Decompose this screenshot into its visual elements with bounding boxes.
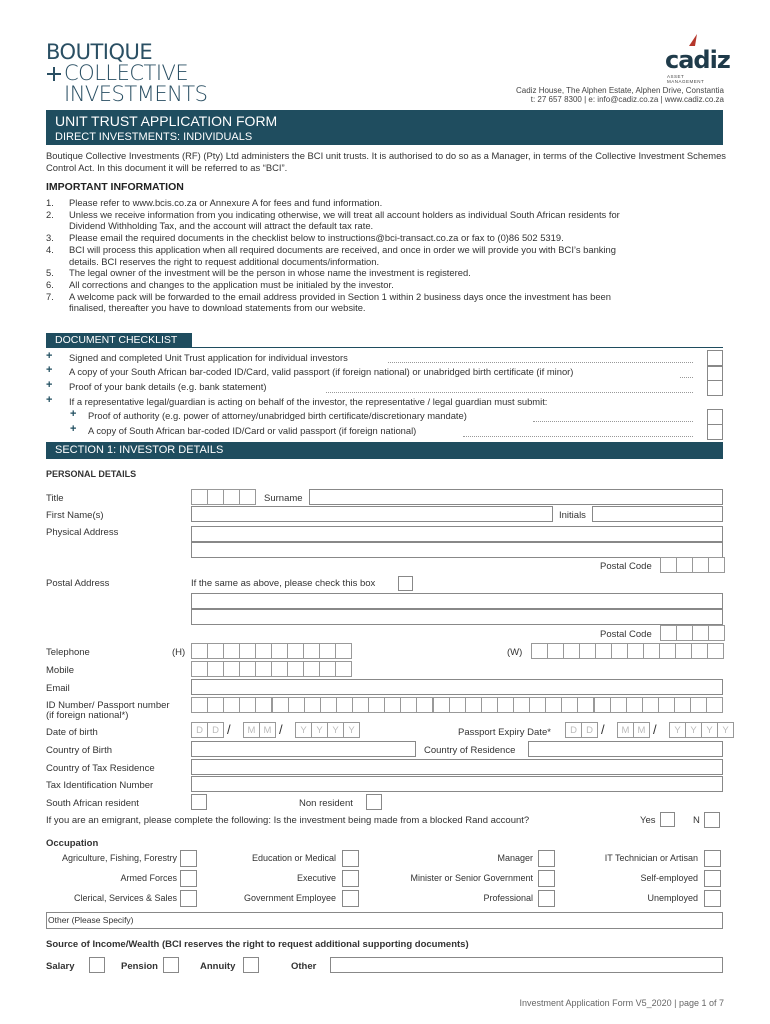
mobile-cell[interactable] xyxy=(271,661,288,677)
date-cell[interactable]: Y xyxy=(327,722,344,738)
telephone-h-label: (H) xyxy=(172,647,186,658)
date-cell[interactable]: D xyxy=(207,722,224,738)
date-slash: / xyxy=(227,722,231,737)
postal-code-cell[interactable] xyxy=(676,625,693,641)
important-item-text: Unless we receive information from you indicating otherwise, we will treat all account holders as individual South African residents for xyxy=(69,208,620,220)
important-item-text: BCI will process this application when all required documents are received, and once in order we will provide you with BCI’s banking xyxy=(69,243,616,255)
salary-label: Salary xyxy=(46,961,75,972)
telephone-cell[interactable] xyxy=(271,643,288,659)
country-residence-label: Country of Residence xyxy=(424,745,516,756)
occupation-checkbox[interactable] xyxy=(342,870,359,887)
pension-checkbox[interactable] xyxy=(163,957,179,973)
annuity-label: Annuity xyxy=(200,961,236,972)
occupation-heading: Occupation xyxy=(46,838,99,849)
checklist-item: If a representative legal/guardian is acting on behalf of the investor, the representative / legal guardian must submit: xyxy=(69,396,548,407)
plus-bullet-icon: + xyxy=(46,379,53,391)
date-slash: / xyxy=(653,722,657,737)
pension-label: Pension xyxy=(121,961,158,972)
mobile-cell[interactable] xyxy=(287,661,304,677)
important-item-text: All corrections and changes to the application must be initialed by the investor. xyxy=(69,278,394,290)
id-number-cell[interactable] xyxy=(191,697,208,713)
date-cell[interactable]: M xyxy=(617,722,634,738)
occupation-label: Armed Forces xyxy=(120,873,177,883)
occupation-label: Minister or Senior Government xyxy=(410,873,533,883)
other-specify-field[interactable] xyxy=(46,912,723,929)
section1-heading: SECTION 1: INVESTOR DETAILS xyxy=(55,444,224,456)
id-number-cell[interactable] xyxy=(288,697,305,713)
important-item-number: 4. xyxy=(46,243,54,255)
cadiz-name: cadiz xyxy=(665,46,730,74)
page-subtitle: DIRECT INVESTMENTS: INDIVIDUALS xyxy=(55,131,253,143)
occupation-checkbox[interactable] xyxy=(342,850,359,867)
id-number-cell[interactable] xyxy=(272,697,289,713)
salary-checkbox[interactable] xyxy=(89,957,105,973)
checklist-heading: DOCUMENT CHECKLIST xyxy=(55,334,178,346)
personal-details-heading: PERSONAL DETAILS xyxy=(46,469,137,479)
mobile-cell[interactable] xyxy=(239,661,256,677)
telephone-label: Telephone xyxy=(46,647,90,658)
id-number-cell[interactable] xyxy=(706,697,723,713)
postal-code-cell[interactable] xyxy=(708,625,725,641)
id-number-cell[interactable] xyxy=(207,697,224,713)
other-source-field[interactable] xyxy=(330,957,723,973)
telephone-cell[interactable] xyxy=(707,643,724,659)
sa-resident-label: South African resident xyxy=(46,798,139,809)
cadiz-sub: ASSET MANAGEMENT xyxy=(667,74,705,84)
telephone-cell[interactable] xyxy=(255,643,272,659)
mobile-cell[interactable] xyxy=(223,661,240,677)
important-item-text: The legal owner of the investment will be the person in whose name the investment is registered. xyxy=(69,267,471,279)
title-cell[interactable] xyxy=(191,489,208,505)
title-label: Title xyxy=(46,493,64,504)
country-residence-field[interactable] xyxy=(528,741,723,757)
page-title: UNIT TRUST APPLICATION FORM xyxy=(55,113,278,129)
postal-code-cell[interactable] xyxy=(692,625,709,641)
id-number-cell[interactable] xyxy=(223,697,240,713)
other-specify-label: Other (Please Specify) xyxy=(48,915,134,925)
important-item-number: 2. xyxy=(46,208,54,220)
id-number-cell[interactable] xyxy=(416,697,433,713)
postal-address-line-2[interactable] xyxy=(191,609,723,625)
initials-label: Initials xyxy=(559,510,586,521)
physical-address-line-1[interactable] xyxy=(191,526,723,542)
id-number-cell[interactable] xyxy=(304,697,321,713)
telephone-cell[interactable] xyxy=(675,643,692,659)
country-birth-field[interactable] xyxy=(191,741,416,757)
occupation-label: Education or Medical xyxy=(251,853,336,863)
date-cell[interactable]: M xyxy=(633,722,650,738)
id-number-cell[interactable] xyxy=(594,697,611,713)
mobile-cell[interactable] xyxy=(335,661,352,677)
occupation-checkbox[interactable] xyxy=(180,850,197,867)
section1-bar xyxy=(46,442,723,459)
date-cell[interactable]: D xyxy=(565,722,582,738)
checklist-checkbox-1[interactable] xyxy=(707,350,723,366)
id-number-cell[interactable] xyxy=(545,697,562,713)
date-cell[interactable]: Y xyxy=(685,722,702,738)
checklist-item: Signed and completed Unit Trust application for individual investors xyxy=(69,352,348,363)
plus-cross-icon xyxy=(46,66,62,82)
id-number-cell[interactable] xyxy=(368,697,385,713)
occupation-label: Self-employed xyxy=(640,873,698,883)
mobile-cell[interactable] xyxy=(191,661,208,677)
plus-bullet-icon: + xyxy=(46,394,53,406)
plus-bullet-icon: + xyxy=(46,364,53,376)
postal-code-cell[interactable] xyxy=(676,557,693,573)
same-as-checkbox[interactable] xyxy=(398,576,413,591)
id-number-cell[interactable] xyxy=(674,697,691,713)
id-number-cell[interactable] xyxy=(513,697,530,713)
plus-bullet-icon: + xyxy=(70,408,77,420)
telephone-cell[interactable] xyxy=(659,643,676,659)
postal-code-cell[interactable] xyxy=(660,557,677,573)
dotted-leader xyxy=(463,436,693,437)
important-item-number: 5. xyxy=(46,267,54,279)
logo-line-2: COLLECTIVE xyxy=(64,61,189,85)
date-cell[interactable]: Y xyxy=(343,722,360,738)
id-number-cell[interactable] xyxy=(449,697,466,713)
date-cell[interactable]: D xyxy=(581,722,598,738)
occupation-checkbox[interactable] xyxy=(704,870,721,887)
id-number-cell[interactable] xyxy=(658,697,675,713)
passport-expiry-label: Passport Expiry Date* xyxy=(458,727,551,738)
occupation-checkbox[interactable] xyxy=(180,870,197,887)
telephone-cell[interactable] xyxy=(335,643,352,659)
checklist-item: A copy of your South African bar-coded ID/Card, valid passport (if foreign national) or unabridged birth certificate (if minor) xyxy=(69,366,574,377)
country-tax-field[interactable] xyxy=(191,759,723,775)
occupation-label: Clerical, Services & Sales xyxy=(73,893,177,903)
telephone-cell[interactable] xyxy=(191,643,208,659)
id-number-cell[interactable] xyxy=(336,697,353,713)
mobile-cell[interactable] xyxy=(207,661,224,677)
telephone-cell[interactable] xyxy=(223,643,240,659)
date-slash: / xyxy=(279,722,283,737)
date-slash: / xyxy=(601,722,605,737)
postal-code-cell[interactable] xyxy=(692,557,709,573)
id-number-cell[interactable] xyxy=(529,697,546,713)
occupation-checkbox[interactable] xyxy=(180,890,197,907)
intro-text: Boutique Collective Investments (RF) (Pty) Ltd administers the BCI unit trusts. It is authorised to do so as a Manager, in terms of the Collective Investment Schemes Control Act. In this document it will be referred to as “BCI”. xyxy=(46,150,726,173)
occupation-label: Unemployed xyxy=(647,893,698,903)
important-item-text: details. BCI reserves the right to request additional documents/information. xyxy=(69,255,380,267)
cadiz-address: Cadiz House, The Alphen Estate, Alphen Drive, Constantia xyxy=(516,86,724,95)
id-number-cell[interactable] xyxy=(320,697,337,713)
checklist-item: Proof of your bank details (e.g. bank statement) xyxy=(69,381,267,392)
same-as-label: If the same as above, please check this box xyxy=(191,578,376,589)
telephone-cell[interactable] xyxy=(319,643,336,659)
tax-number-label: Tax Identification Number xyxy=(46,780,154,791)
telephone-cell[interactable] xyxy=(531,643,548,659)
important-item-text: Please email the required documents in the checklist below to instructions@bci-transact.co.za or fax to (0)86 502 5319. xyxy=(69,232,564,244)
id-number-cell[interactable] xyxy=(626,697,643,713)
mobile-cell[interactable] xyxy=(303,661,320,677)
important-item-number: 1. xyxy=(46,197,54,208)
logo-line-3: INVESTMENTS xyxy=(64,82,208,106)
postal-code-label-2: Postal Code xyxy=(600,629,652,640)
date-cell[interactable]: M xyxy=(243,722,260,738)
first-names-label: First Name(s) xyxy=(46,510,104,521)
postal-address-line-1[interactable] xyxy=(191,593,723,609)
checklist-rule xyxy=(46,347,723,348)
id-number-cell[interactable] xyxy=(239,697,256,713)
date-cell[interactable]: Y xyxy=(669,722,686,738)
telephone-cell[interactable] xyxy=(579,643,596,659)
cadiz-logo xyxy=(663,30,730,84)
id-number-cell[interactable] xyxy=(497,697,514,713)
title-cell[interactable] xyxy=(223,489,240,505)
checklist-bar xyxy=(46,333,192,347)
source-heading: Source of Income/Wealth (BCI reserves the right to request additional supporting documents) xyxy=(46,939,469,950)
plus-bullet-icon: + xyxy=(70,423,77,435)
logo-line-1: BOUTIQUE xyxy=(46,40,153,64)
date-cell[interactable]: Y xyxy=(717,722,734,738)
dob-label: Date of birth xyxy=(46,727,98,738)
country-tax-label: Country of Tax Residence xyxy=(46,763,155,774)
telephone-cell[interactable] xyxy=(611,643,628,659)
telephone-cell[interactable] xyxy=(643,643,660,659)
physical-address-line-2[interactable] xyxy=(191,542,723,558)
id-number-cell[interactable] xyxy=(465,697,482,713)
occupation-checkbox[interactable] xyxy=(342,890,359,907)
occupation-label: Executive xyxy=(296,873,336,883)
id-number-cell[interactable] xyxy=(481,697,498,713)
id-number-cell[interactable] xyxy=(577,697,594,713)
title-cell[interactable] xyxy=(207,489,224,505)
telephone-cell[interactable] xyxy=(303,643,320,659)
id-number-sublabel: (if foreign national*) xyxy=(46,710,129,721)
id-number-cell[interactable] xyxy=(384,697,401,713)
dotted-leader xyxy=(388,362,693,363)
telephone-cell[interactable] xyxy=(691,643,708,659)
yes-label: Yes xyxy=(640,815,656,826)
important-item-number: 3. xyxy=(46,232,54,244)
id-number-cell[interactable] xyxy=(255,697,272,713)
sa-resident-checkbox[interactable] xyxy=(191,794,207,810)
emigrant-question: If you are an emigrant, please complete the following: Is the investment being made from a blocked Rand account? xyxy=(46,815,530,826)
surname-field[interactable] xyxy=(309,489,723,505)
id-number-cell[interactable] xyxy=(400,697,417,713)
cadiz-contact: t: 27 657 8300 | e: info@cadiz.co.za | www.cadiz.co.za xyxy=(530,95,724,104)
id-number-cell[interactable] xyxy=(642,697,659,713)
telephone-cell[interactable] xyxy=(547,643,564,659)
mobile-cell[interactable] xyxy=(255,661,272,677)
mobile-cell[interactable] xyxy=(319,661,336,677)
id-number-cell[interactable] xyxy=(352,697,369,713)
telephone-cell[interactable] xyxy=(563,643,580,659)
email-label: Email xyxy=(46,683,70,694)
id-number-label: ID Number/ Passport number xyxy=(46,700,170,711)
physical-address-label: Physical Address xyxy=(46,527,119,538)
checklist-checkbox-5[interactable] xyxy=(707,424,723,440)
occupation-checkbox[interactable] xyxy=(704,850,721,867)
checklist-sub-item: A copy of South African bar-coded ID/Card or valid passport (if foreign national) xyxy=(88,425,417,436)
important-item-number: 7. xyxy=(46,290,54,302)
title-bar xyxy=(46,110,723,145)
id-number-cell[interactable] xyxy=(610,697,627,713)
postal-code-label-1: Postal Code xyxy=(600,561,652,572)
telephone-cell[interactable] xyxy=(627,643,644,659)
important-item-number: 6. xyxy=(46,278,54,290)
important-item-text: A welcome pack will be forwarded to the email address provided in Section 1 within 2 business days once the investment has been xyxy=(69,290,611,302)
other-source-label: Other xyxy=(291,961,317,972)
dotted-leader xyxy=(533,421,693,422)
occupation-label: Manager xyxy=(497,853,533,863)
occupation-checkbox[interactable] xyxy=(538,870,555,887)
no-label: N xyxy=(693,815,700,826)
initials-field[interactable] xyxy=(592,506,723,522)
occupation-checkbox[interactable] xyxy=(538,890,555,907)
date-cell[interactable]: Y xyxy=(295,722,312,738)
telephone-cell[interactable] xyxy=(239,643,256,659)
plus-bullet-icon: + xyxy=(46,350,53,362)
id-number-cell[interactable] xyxy=(561,697,578,713)
annuity-checkbox[interactable] xyxy=(243,957,259,973)
telephone-cell[interactable] xyxy=(207,643,224,659)
occupation-checkbox[interactable] xyxy=(704,890,721,907)
occupation-label: Government Employee xyxy=(243,893,336,903)
important-item-text: Dividend Withholding Tax, and the account will attract the default tax rate. xyxy=(69,220,374,232)
occupation-checkbox[interactable] xyxy=(538,850,555,867)
important-item-text: Please refer to www.bcis.co.za or Annexure A for fees and fund information. xyxy=(69,197,383,208)
dotted-leader xyxy=(326,392,693,393)
postal-code-cell[interactable] xyxy=(708,557,725,573)
occupation-label: Professional xyxy=(483,893,533,903)
telephone-cell[interactable] xyxy=(595,643,612,659)
checklist-checkbox-4[interactable] xyxy=(707,409,723,425)
dotted-leader xyxy=(680,377,693,378)
yes-checkbox[interactable] xyxy=(660,812,675,827)
country-birth-label: Country of Birth xyxy=(46,745,112,756)
telephone-w-label: (W) xyxy=(507,647,523,658)
checklist-sub-item: Proof of authority (e.g. power of attorney/unabridged birth certificate/discretionary mandate) xyxy=(88,410,467,421)
date-cell[interactable]: M xyxy=(259,722,276,738)
non-resident-label: Non resident xyxy=(299,798,353,809)
occupation-label: Agriculture, Fishing, Forestry xyxy=(61,853,177,863)
tax-number-field[interactable] xyxy=(191,776,723,792)
no-checkbox[interactable] xyxy=(704,812,720,828)
occupation-label: IT Technician or Artisan xyxy=(604,853,698,863)
title-cell[interactable] xyxy=(239,489,256,505)
non-resident-checkbox[interactable] xyxy=(366,794,382,810)
email-field[interactable] xyxy=(191,679,723,695)
important-item-text: finalised, thereafter you have to download statements from our website. xyxy=(69,302,366,314)
postal-code-cell[interactable] xyxy=(660,625,677,641)
surname-label: Surname xyxy=(264,493,303,504)
id-number-cell[interactable] xyxy=(433,697,450,713)
date-cell[interactable]: D xyxy=(191,722,208,738)
date-cell[interactable]: Y xyxy=(311,722,328,738)
postal-address-label: Postal Address xyxy=(46,578,110,589)
id-number-cell[interactable] xyxy=(690,697,707,713)
first-names-field[interactable] xyxy=(191,506,553,522)
footer-text: Investment Application Form V5_2020 | page 1 of 7 xyxy=(519,998,724,1008)
date-cell[interactable]: Y xyxy=(701,722,718,738)
important-heading: IMPORTANT INFORMATION xyxy=(46,181,184,193)
checklist-checkbox-3[interactable] xyxy=(707,380,723,396)
telephone-cell[interactable] xyxy=(287,643,304,659)
mobile-label: Mobile xyxy=(46,665,74,676)
